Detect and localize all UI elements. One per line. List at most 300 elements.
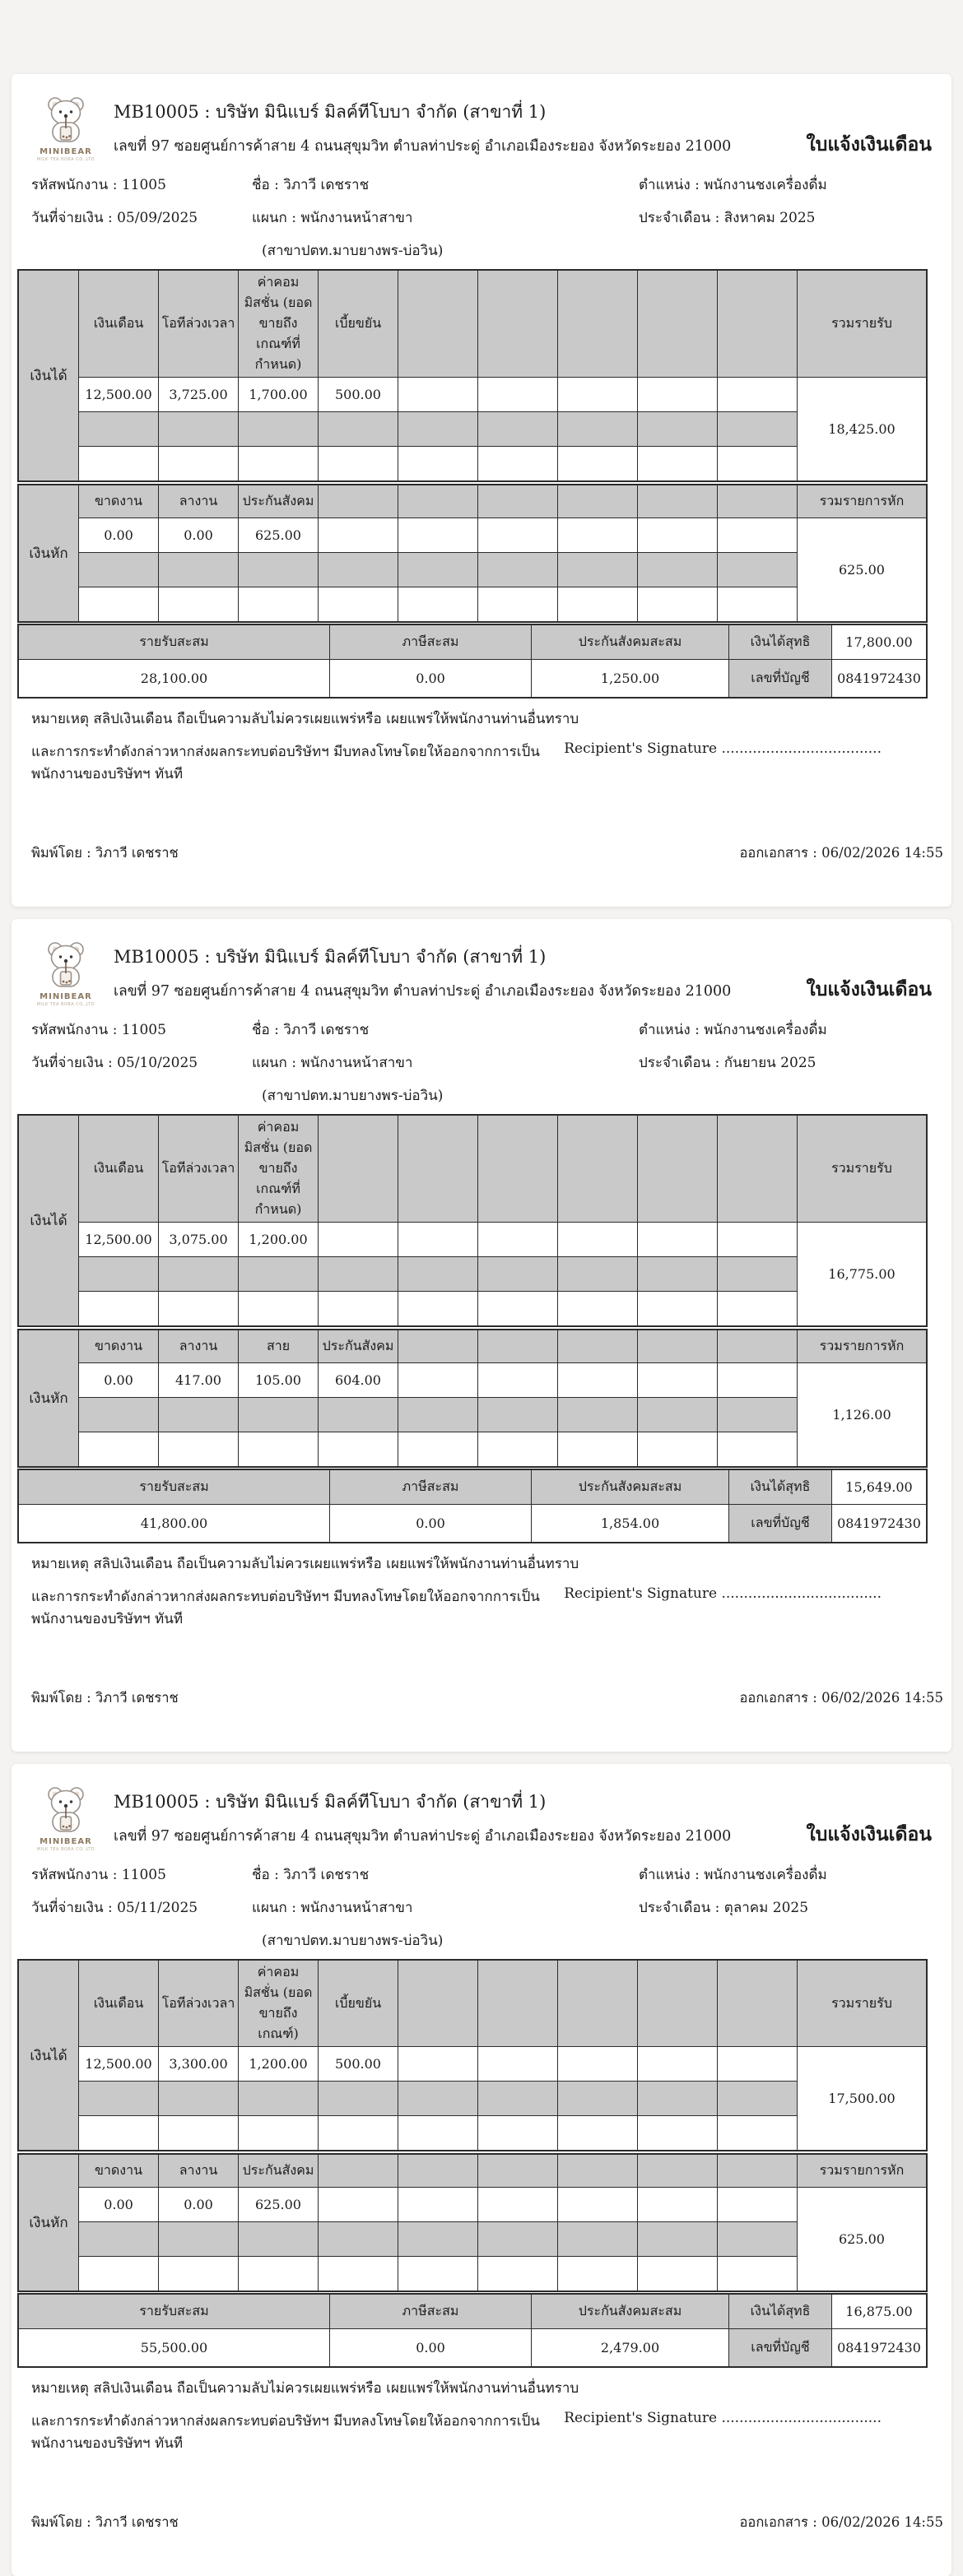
deduction-total-value: 1,126.00 bbox=[798, 1363, 927, 1467]
deduction-value-cell bbox=[478, 2188, 558, 2222]
empty-cell bbox=[159, 1398, 239, 1432]
income-header-cell: โอทีล่วงเวลา bbox=[159, 1961, 239, 2047]
logo-subtitle: MILK TEA BOBA CO.,LTD bbox=[36, 157, 95, 162]
income-header-cell bbox=[638, 271, 718, 378]
income-value-cell: 1,200.00 bbox=[239, 1223, 319, 1257]
deduction-value-cell: 417.00 bbox=[159, 1363, 239, 1398]
empty-cell bbox=[638, 2116, 718, 2151]
deduction-value-cell: 604.00 bbox=[319, 1363, 398, 1398]
income-header-cell bbox=[718, 1961, 798, 2047]
summary-header-accum-tax: ภาษีสะสม bbox=[330, 1470, 532, 1505]
income-header-cell bbox=[638, 1961, 718, 2047]
payslip-card bbox=[12, 1764, 951, 2576]
income-header-cell bbox=[398, 1116, 478, 1223]
empty-cell bbox=[558, 553, 638, 587]
payslip-card bbox=[12, 919, 951, 1752]
pay-month: ประจำเดือน : ตุลาคม 2025 bbox=[639, 1900, 809, 1916]
empty-cell bbox=[718, 1257, 798, 1292]
deduction-header-cell: ขาดงาน bbox=[79, 485, 159, 518]
income-header-cell: เบี้ยขยัน bbox=[319, 1961, 398, 2047]
account-number-label: เลขที่บัญชี bbox=[729, 660, 832, 698]
income-header-cell: เงินเดือน bbox=[79, 1961, 159, 2047]
deduction-header-cell bbox=[319, 485, 398, 518]
deduction-value-cell bbox=[478, 518, 558, 553]
pay-date: วันที่จ่ายเงิน : 05/10/2025 bbox=[31, 1055, 198, 1071]
empty-cell bbox=[718, 2116, 798, 2151]
empty-cell bbox=[319, 2116, 398, 2151]
empty-cell bbox=[718, 2222, 798, 2257]
deduction-value-cell: 0.00 bbox=[159, 518, 239, 553]
deduction-header-cell bbox=[319, 2155, 398, 2188]
empty-cell bbox=[638, 447, 718, 481]
document-title: ใบแจ้งเงินเดือน bbox=[806, 978, 932, 1000]
income-row-label: เงินได้ bbox=[19, 1961, 79, 2151]
net-income-value: 15,649.00 bbox=[832, 1470, 927, 1505]
income-header-cell bbox=[478, 1116, 558, 1223]
empty-cell bbox=[159, 587, 239, 622]
empty-cell bbox=[558, 1398, 638, 1432]
income-value-cell bbox=[478, 2047, 558, 2082]
income-section bbox=[12, 270, 951, 481]
empty-cell bbox=[319, 553, 398, 587]
empty-cell bbox=[398, 2222, 478, 2257]
deduction-section bbox=[12, 485, 951, 622]
net-income-value: 16,875.00 bbox=[832, 2295, 927, 2329]
empty-cell bbox=[79, 1432, 159, 1467]
deduction-header-cell bbox=[478, 2155, 558, 2188]
deduction-header-cell: ขาดงาน bbox=[79, 2155, 159, 2188]
bear-icon bbox=[40, 940, 91, 988]
deduction-header-cell bbox=[558, 1330, 638, 1363]
income-value-cell: 1,200.00 bbox=[239, 2047, 319, 2082]
bear-icon bbox=[40, 95, 91, 143]
empty-cell bbox=[398, 1398, 478, 1432]
empty-cell bbox=[159, 2222, 239, 2257]
deduction-header-cell bbox=[478, 1330, 558, 1363]
logo-name: MINIBEAR bbox=[40, 992, 92, 1001]
empty-cell bbox=[398, 2116, 478, 2151]
income-value-cell bbox=[638, 2047, 718, 2082]
income-value-cell: 12,500.00 bbox=[79, 1223, 159, 1257]
income-header-cell: ค่าคอมมิสชั่น (ยอดขายถึงเกณฑ์ที่กำหนด) bbox=[239, 271, 319, 378]
summary-table bbox=[18, 624, 927, 698]
income-header-cell bbox=[558, 1961, 638, 2047]
income-header-cell: เบี้ยขยัน bbox=[319, 271, 398, 378]
income-value-cell: 500.00 bbox=[319, 378, 398, 412]
income-value-cell: 12,500.00 bbox=[79, 2047, 159, 2082]
deduction-header-cell: ประกันสังคม bbox=[239, 485, 319, 518]
deduction-value-cell: 105.00 bbox=[239, 1363, 319, 1398]
empty-cell bbox=[638, 1257, 718, 1292]
empty-cell bbox=[319, 1292, 398, 1326]
printed-by: พิมพ์โดย : วิภาวี เดชราช bbox=[31, 845, 179, 861]
empty-cell bbox=[718, 587, 798, 622]
empty-cell bbox=[79, 2082, 159, 2116]
empty-cell bbox=[718, 412, 798, 447]
income-total-value: 18,425.00 bbox=[798, 378, 927, 481]
empty-cell bbox=[478, 2257, 558, 2291]
empty-cell bbox=[79, 412, 159, 447]
income-value-cell bbox=[478, 378, 558, 412]
net-income-label: เงินได้สุทธิ bbox=[729, 2295, 832, 2329]
income-header-cell: โอทีล่วงเวลา bbox=[159, 1116, 239, 1223]
summary-header-accum-sso: ประกันสังคมสะสม bbox=[532, 1470, 729, 1505]
employee-name: ชื่อ : วิภาวี เดชราช bbox=[252, 1867, 370, 1883]
empty-cell bbox=[478, 2222, 558, 2257]
income-value-cell bbox=[638, 1223, 718, 1257]
income-value-cell: 12,500.00 bbox=[79, 378, 159, 412]
company-title: MB10005 : บริษัท มินิแบร์ มิลค์ทีโบบา จำกัด (สาขาที่ 1) bbox=[114, 947, 547, 967]
logo-name: MINIBEAR bbox=[40, 1837, 92, 1846]
empty-cell bbox=[718, 553, 798, 587]
pay-month: ประจำเดือน : สิงหาคม 2025 bbox=[639, 210, 816, 226]
summary-header-accum-sso: ประกันสังคมสะสม bbox=[532, 625, 729, 660]
empty-cell bbox=[319, 2222, 398, 2257]
deduction-header-cell: ประกันสังคม bbox=[239, 2155, 319, 2188]
company-text bbox=[114, 1784, 806, 1847]
net-income-label: เงินได้สุทธิ bbox=[729, 625, 832, 660]
income-value-cell bbox=[398, 2047, 478, 2082]
company-title: MB10005 : บริษัท มินิแบร์ มิลค์ทีโบบา จำกัด (สาขาที่ 1) bbox=[114, 1792, 547, 1812]
department: แผนก : พนักงานหน้าสาขา bbox=[252, 1900, 413, 1916]
income-table bbox=[18, 1115, 927, 1326]
branch-name: (สาขาปตท.มาบยางพร-บ่อวิน) bbox=[262, 1933, 444, 1949]
logo-name: MINIBEAR bbox=[40, 147, 92, 156]
deduction-header-cell bbox=[558, 485, 638, 518]
income-header-cell bbox=[319, 1116, 398, 1223]
deduction-value-cell bbox=[319, 2188, 398, 2222]
empty-cell bbox=[79, 553, 159, 587]
deduction-header-cell: ประกันสังคม bbox=[319, 1330, 398, 1363]
deduction-header-cell bbox=[558, 2155, 638, 2188]
empty-cell bbox=[638, 1432, 718, 1467]
income-value-cell bbox=[478, 1223, 558, 1257]
empty-cell bbox=[239, 1292, 319, 1326]
branch-name: (สาขาปตท.มาบยางพร-บ่อวิน) bbox=[262, 1088, 444, 1104]
empty-cell bbox=[558, 412, 638, 447]
income-header-cell bbox=[558, 1116, 638, 1223]
empty-cell bbox=[718, 2257, 798, 2291]
empty-cell bbox=[319, 447, 398, 481]
company-logo bbox=[33, 940, 99, 1007]
issued-date: ออกเอกสาร : 06/02/2026 14:55 bbox=[739, 1690, 943, 1706]
deduction-table bbox=[18, 1330, 927, 1467]
recipient-signature-line: Recipient's Signature .................................... bbox=[564, 740, 882, 757]
department: แผนก : พนักงานหน้าสาขา bbox=[252, 1055, 413, 1071]
income-row-label: เงินได้ bbox=[19, 1116, 79, 1326]
empty-cell bbox=[478, 1398, 558, 1432]
income-total-label: รวมรายรับ bbox=[798, 1116, 927, 1223]
income-total-label: รวมรายรับ bbox=[798, 1961, 927, 2047]
empty-cell bbox=[79, 1257, 159, 1292]
deduction-value-cell: 625.00 bbox=[239, 518, 319, 553]
empty-cell bbox=[718, 1432, 798, 1467]
empty-cell bbox=[239, 2116, 319, 2151]
deduction-table bbox=[18, 485, 927, 622]
deduction-header-cell bbox=[638, 485, 718, 518]
deduction-value-cell bbox=[638, 2188, 718, 2222]
empty-cell bbox=[239, 1432, 319, 1467]
empty-cell bbox=[159, 412, 239, 447]
deduction-value-cell: 0.00 bbox=[79, 518, 159, 553]
deduction-row-label: เงินหัก bbox=[19, 2155, 79, 2291]
deduction-header-cell bbox=[398, 2155, 478, 2188]
deduction-value-cell bbox=[638, 1363, 718, 1398]
deduction-header-cell bbox=[718, 2155, 798, 2188]
income-value-cell bbox=[398, 1223, 478, 1257]
income-value-cell: 500.00 bbox=[319, 2047, 398, 2082]
empty-cell bbox=[558, 1432, 638, 1467]
empty-cell bbox=[478, 1257, 558, 1292]
company-title: MB10005 : บริษัท มินิแบร์ มิลค์ทีโบบา จำกัด (สาขาที่ 1) bbox=[114, 102, 547, 122]
empty-cell bbox=[638, 1292, 718, 1326]
income-value-cell: 1,700.00 bbox=[239, 378, 319, 412]
issued-date: ออกเอกสาร : 06/02/2026 14:55 bbox=[739, 845, 943, 861]
net-income-value: 17,800.00 bbox=[832, 625, 927, 660]
empty-cell bbox=[558, 1292, 638, 1326]
income-total-label: รวมรายรับ bbox=[798, 271, 927, 378]
empty-cell bbox=[239, 2082, 319, 2116]
deduction-value-cell bbox=[398, 1363, 478, 1398]
company-address: เลขที่ 97 ซอยศูนย์การค้าสาย 4 ถนนสุขุมวิท ตำบลท่าประดู่ อำเภอเมืองระยอง จังหวัดระยอง 21000 bbox=[114, 983, 732, 1000]
empty-cell bbox=[638, 553, 718, 587]
summary-header-accum-sso: ประกันสังคมสะสม bbox=[532, 2295, 729, 2329]
slip-footer bbox=[12, 842, 951, 864]
employee-name: ชื่อ : วิภาวี เดชราช bbox=[252, 177, 370, 193]
income-total-value: 17,500.00 bbox=[798, 2047, 927, 2151]
income-section bbox=[12, 1115, 951, 1326]
employee-id: รหัสพนักงาน : 11005 bbox=[31, 177, 166, 193]
summary-section bbox=[12, 2294, 951, 2367]
deduction-row-label: เงินหัก bbox=[19, 485, 79, 622]
income-table bbox=[18, 1960, 927, 2151]
empty-cell bbox=[398, 447, 478, 481]
deduction-total-label: รวมรายการหัก bbox=[798, 2155, 927, 2188]
empty-cell bbox=[558, 1257, 638, 1292]
deduction-value-cell: 0.00 bbox=[79, 1363, 159, 1398]
empty-cell bbox=[638, 2222, 718, 2257]
employee-position: ตำแหน่ง : พนักงานชงเครื่องดื่ม bbox=[639, 177, 827, 193]
deduction-header-cell: ลางาน bbox=[159, 1330, 239, 1363]
empty-cell bbox=[558, 2222, 638, 2257]
document-title: ใบแจ้งเงินเดือน bbox=[806, 133, 932, 155]
summary-header-accum-income: รายรับสะสม bbox=[19, 2295, 330, 2329]
notes-section bbox=[12, 698, 951, 785]
employee-position: ตำแหน่ง : พนักงานชงเครื่องดื่ม bbox=[639, 1022, 827, 1038]
deduction-value-cell bbox=[398, 518, 478, 553]
empty-cell bbox=[478, 587, 558, 622]
income-header-cell: ค่าคอมมิสชั่น (ยอดขายถึงเกณฑ์) bbox=[239, 1961, 319, 2047]
empty-cell bbox=[638, 587, 718, 622]
empty-cell bbox=[558, 2257, 638, 2291]
empty-cell bbox=[398, 2257, 478, 2291]
empty-cell bbox=[478, 1292, 558, 1326]
note-line-1: หมายเหตุ สลิปเงินเดือน ถือเป็นความลับไม่ควรเผยแพร่หรือ เผยแพร่ให้พนักงานท่านอื่นทราบ bbox=[31, 2380, 579, 2397]
empty-cell bbox=[79, 2257, 159, 2291]
income-header-cell: เงินเดือน bbox=[79, 1116, 159, 1223]
company-logo bbox=[33, 1785, 99, 1852]
recipient-signature-line: Recipient's Signature .................................... bbox=[564, 1585, 882, 1602]
empty-cell bbox=[319, 1432, 398, 1467]
accum-tax-value: 0.00 bbox=[330, 1505, 532, 1543]
pay-date: วันที่จ่ายเงิน : 05/11/2025 bbox=[31, 1900, 198, 1916]
empty-cell bbox=[239, 587, 319, 622]
deduction-value-cell bbox=[478, 1363, 558, 1398]
deduction-total-value: 625.00 bbox=[798, 2188, 927, 2291]
company-text bbox=[114, 94, 806, 157]
deduction-header-cell: ลางาน bbox=[159, 485, 239, 518]
empty-cell bbox=[239, 2257, 319, 2291]
account-number-value: 0841972430 bbox=[832, 1505, 927, 1543]
pay-date: วันที่จ่ายเงิน : 05/09/2025 bbox=[31, 210, 198, 226]
deduction-total-label: รวมรายการหัก bbox=[798, 1330, 927, 1363]
empty-cell bbox=[319, 1257, 398, 1292]
payslip-header bbox=[12, 1784, 951, 1852]
employee-name: ชื่อ : วิภาวี เดชราช bbox=[252, 1022, 370, 1038]
income-section bbox=[12, 1960, 951, 2151]
summary-table bbox=[18, 1469, 927, 1543]
empty-cell bbox=[638, 1398, 718, 1432]
income-header-cell bbox=[478, 1961, 558, 2047]
empty-cell bbox=[478, 2082, 558, 2116]
empty-cell bbox=[159, 1292, 239, 1326]
income-header-cell: โอทีล่วงเวลา bbox=[159, 271, 239, 378]
income-value-cell bbox=[398, 378, 478, 412]
issued-date: ออกเอกสาร : 06/02/2026 14:55 bbox=[739, 2514, 943, 2530]
empty-cell bbox=[319, 1398, 398, 1432]
empty-cell bbox=[718, 1292, 798, 1326]
empty-cell bbox=[239, 1257, 319, 1292]
employee-position: ตำแหน่ง : พนักงานชงเครื่องดื่ม bbox=[639, 1867, 827, 1883]
document-title: ใบแจ้งเงินเดือน bbox=[806, 1823, 932, 1845]
payslip-header bbox=[12, 94, 951, 162]
empty-cell bbox=[718, 2082, 798, 2116]
recipient-signature-line: Recipient's Signature .................................... bbox=[564, 2410, 882, 2426]
deduction-total-value: 625.00 bbox=[798, 518, 927, 622]
empty-cell bbox=[79, 1292, 159, 1326]
income-header-cell bbox=[558, 271, 638, 378]
empty-cell bbox=[398, 1432, 478, 1467]
income-value-cell: 3,075.00 bbox=[159, 1223, 239, 1257]
deduction-row-label: เงินหัก bbox=[19, 1330, 79, 1467]
summary-header-accum-tax: ภาษีสะสม bbox=[330, 625, 532, 660]
empty-cell bbox=[398, 2082, 478, 2116]
accum-sso-value: 2,479.00 bbox=[532, 2329, 729, 2367]
empty-cell bbox=[159, 2082, 239, 2116]
notes-section bbox=[12, 2367, 951, 2454]
income-value-cell bbox=[558, 2047, 638, 2082]
employee-info bbox=[12, 1852, 951, 1952]
note-line-2: และการกระทำดังกล่าวหากส่งผลกระทบต่อบริษัทฯ มีบทลงโทษโดยให้ออกจากการเป็นพนักงานของบริษัทฯ ทันที bbox=[31, 1589, 540, 1627]
summary-table bbox=[18, 2294, 927, 2367]
payslip-card bbox=[12, 74, 951, 907]
income-value-cell: 3,300.00 bbox=[159, 2047, 239, 2082]
employee-id: รหัสพนักงาน : 11005 bbox=[31, 1867, 166, 1883]
slip-footer bbox=[12, 2512, 951, 2533]
empty-cell bbox=[638, 2257, 718, 2291]
bear-icon bbox=[40, 1785, 91, 1833]
logo-subtitle: MILK TEA BOBA CO.,LTD bbox=[36, 1002, 95, 1007]
deduction-header-cell bbox=[718, 485, 798, 518]
note-line-1: หมายเหตุ สลิปเงินเดือน ถือเป็นความลับไม่ควรเผยแพร่หรือ เผยแพร่ให้พนักงานท่านอื่นทราบ bbox=[31, 711, 579, 727]
empty-cell bbox=[159, 2116, 239, 2151]
net-income-label: เงินได้สุทธิ bbox=[729, 1470, 832, 1505]
note-line-2: และการกระทำดังกล่าวหากส่งผลกระทบต่อบริษัทฯ มีบทลงโทษโดยให้ออกจากการเป็นพนักงานของบริษัทฯ ทันที bbox=[31, 2413, 540, 2452]
empty-cell bbox=[398, 587, 478, 622]
deduction-section bbox=[12, 2154, 951, 2291]
summary-header-accum-tax: ภาษีสะสม bbox=[330, 2295, 532, 2329]
accum-sso-value: 1,854.00 bbox=[532, 1505, 729, 1543]
income-table bbox=[18, 270, 927, 481]
summary-section bbox=[12, 1469, 951, 1543]
accum-tax-value: 0.00 bbox=[330, 660, 532, 698]
company-text bbox=[114, 939, 806, 1002]
company-address: เลขที่ 97 ซอยศูนย์การค้าสาย 4 ถนนสุขุมวิท ตำบลท่าประดู่ อำเภอเมืองระยอง จังหวัดระยอง 21000 bbox=[114, 138, 732, 155]
empty-cell bbox=[478, 412, 558, 447]
empty-cell bbox=[718, 447, 798, 481]
income-header-cell bbox=[398, 271, 478, 378]
branch-name: (สาขาปตท.มาบยางพร-บ่อวิน) bbox=[262, 243, 444, 259]
deduction-value-cell bbox=[319, 518, 398, 553]
deduction-value-cell bbox=[558, 518, 638, 553]
deduction-header-cell bbox=[398, 1330, 478, 1363]
deduction-header-cell: สาย bbox=[239, 1330, 319, 1363]
empty-cell bbox=[558, 2116, 638, 2151]
employee-info bbox=[12, 1007, 951, 1107]
income-header-cell bbox=[398, 1961, 478, 2047]
empty-cell bbox=[478, 447, 558, 481]
department: แผนก : พนักงานหน้าสาขา bbox=[252, 210, 413, 226]
empty-cell bbox=[239, 553, 319, 587]
deduction-value-cell: 0.00 bbox=[159, 2188, 239, 2222]
income-value-cell bbox=[718, 1223, 798, 1257]
empty-cell bbox=[319, 412, 398, 447]
deduction-header-cell bbox=[638, 2155, 718, 2188]
income-header-cell bbox=[718, 271, 798, 378]
account-number-label: เลขที่บัญชี bbox=[729, 1505, 832, 1543]
account-number-value: 0841972430 bbox=[832, 2329, 927, 2367]
empty-cell bbox=[239, 447, 319, 481]
empty-cell bbox=[398, 412, 478, 447]
empty-cell bbox=[79, 2222, 159, 2257]
deduction-header-cell bbox=[478, 485, 558, 518]
income-value-cell bbox=[319, 1223, 398, 1257]
empty-cell bbox=[319, 587, 398, 622]
deduction-header-cell bbox=[718, 1330, 798, 1363]
deduction-value-cell bbox=[718, 1363, 798, 1398]
empty-cell bbox=[159, 447, 239, 481]
accum-income-value: 55,500.00 bbox=[19, 2329, 330, 2367]
income-value-cell bbox=[718, 2047, 798, 2082]
deduction-value-cell bbox=[558, 2188, 638, 2222]
summary-section bbox=[12, 624, 951, 698]
deduction-header-cell bbox=[398, 485, 478, 518]
deduction-total-label: รวมรายการหัก bbox=[798, 485, 927, 518]
company-address: เลขที่ 97 ซอยศูนย์การค้าสาย 4 ถนนสุขุมวิท ตำบลท่าประดู่ อำเภอเมืองระยอง จังหวัดระยอง 21000 bbox=[114, 1828, 732, 1845]
empty-cell bbox=[159, 1257, 239, 1292]
income-row-label: เงินได้ bbox=[19, 271, 79, 481]
empty-cell bbox=[478, 2116, 558, 2151]
note-line-2: และการกระทำดังกล่าวหากส่งผลกระทบต่อบริษัทฯ มีบทลงโทษโดยให้ออกจากการเป็นพนักงานของบริษัทฯ ทันที bbox=[31, 744, 540, 782]
pay-month: ประจำเดือน : กันยายน 2025 bbox=[639, 1055, 816, 1071]
deduction-header-cell bbox=[638, 1330, 718, 1363]
printed-by: พิมพ์โดย : วิภาวี เดชราช bbox=[31, 2514, 179, 2530]
notes-section bbox=[12, 1543, 951, 1630]
accum-tax-value: 0.00 bbox=[330, 2329, 532, 2367]
empty-cell bbox=[558, 447, 638, 481]
income-header-cell bbox=[718, 1116, 798, 1223]
income-value-cell bbox=[558, 1223, 638, 1257]
